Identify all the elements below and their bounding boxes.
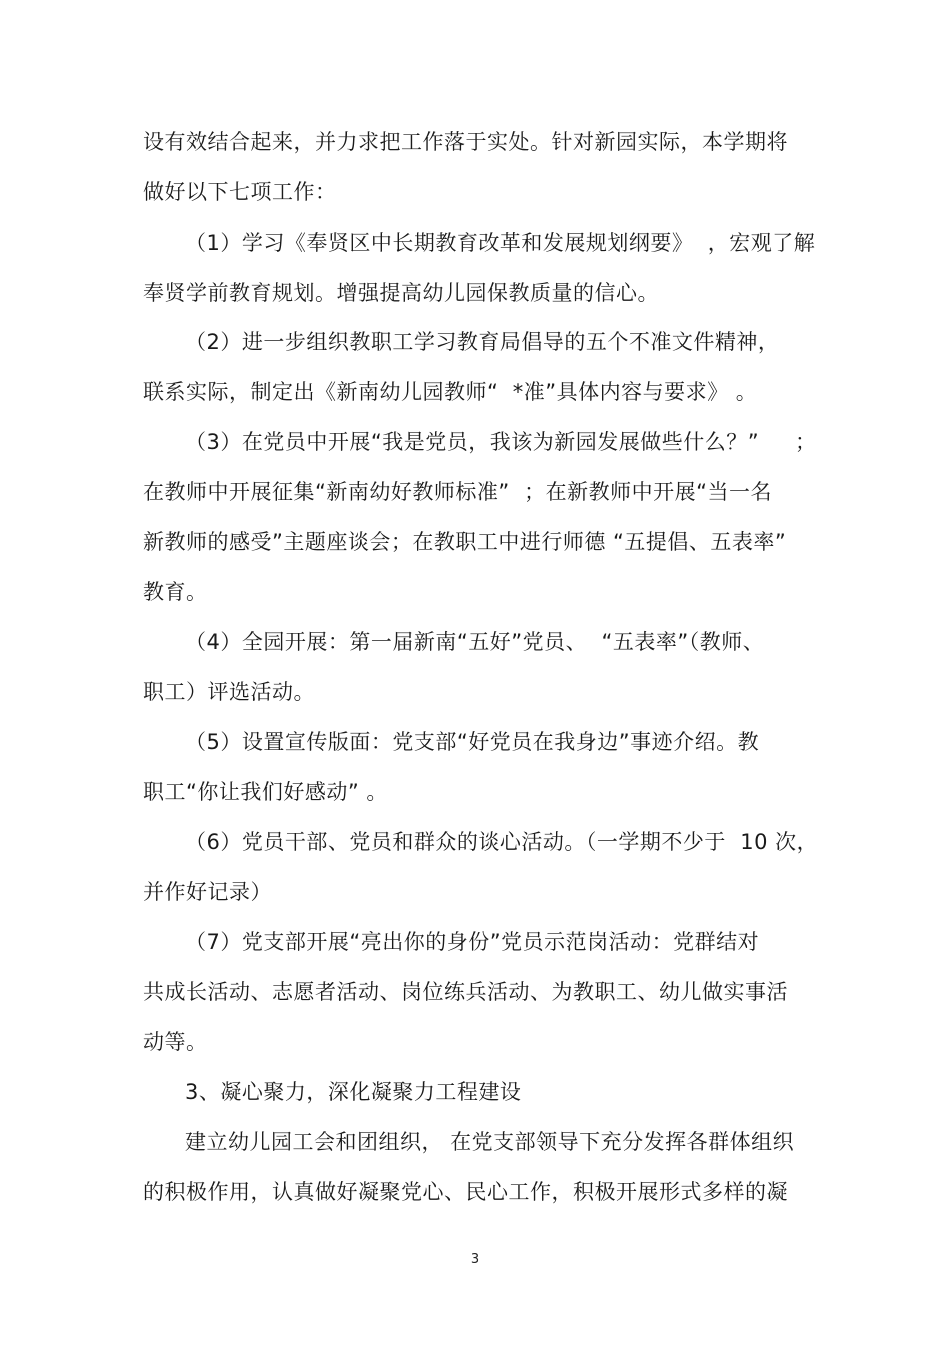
section-heading: 3、凝心聚力，深化凝聚力工程建设 [185, 1080, 522, 1104]
text-line: 奉贤学前教育规划。增强提高幼儿园保教质量的信心。 [143, 281, 659, 305]
text-line: 新教师的感受”主题座谈会；在教职工中进行师德 “五提倡、五表率” [143, 530, 787, 554]
text-line: 动等。 [143, 1030, 208, 1054]
text-line: 职工）评选活动。 [143, 680, 315, 704]
text-line: （7）党支部开展“亮出你的身份”党员示范岗活动：党群结对 [185, 930, 760, 954]
text-line: 联系实际，制定出《新南幼儿园教师“ *准”具体内容与要求》 。 [143, 380, 758, 404]
text-line: 的积极作用，认真做好凝聚党心、民心工作，积极开展形式多样的凝 [143, 1180, 788, 1204]
text-line: （1）学习《奉贤区中长期教育改革和发展规划纲要》 ，宏观了解 [185, 231, 816, 255]
text-line: （2）进一步组织教职工学习教育局倡导的五个不准文件精神， [185, 330, 780, 354]
text-line: 并作好记录） [143, 880, 272, 904]
page-number: 3 [470, 1252, 480, 1267]
text-line: 设有效结合起来，并力求把工作落于实处。针对新园实际，本学期将 [143, 130, 788, 154]
text-line: （3）在党员中开展“我是党员，我该为新园发展做些什么？” ； [185, 430, 817, 454]
text-line: 教育。 [143, 580, 208, 604]
text-line: 建立幼儿园工会和团组织， 在党支部领导下充分发挥各群体组织 [185, 1130, 795, 1154]
text-line: 在教师中开展征集“新南幼好教师标准” ；在新教师中开展“当一名 [143, 480, 772, 504]
text-line: 职工“你让我们好感动” 。 [143, 780, 388, 804]
text-line: （5）设置宣传版面：党支部“好党员在我身边”事迹介绍。教 [185, 730, 760, 754]
text-line: 共成长活动、志愿者活动、岗位练兵活动、为教职工、幼儿做实事活 [143, 980, 788, 1004]
text-line: （6）党员干部、党员和群众的谈心活动。（一学期不少于 10 次， [185, 830, 819, 854]
text-line: （4）全园开展：第一届新南“五好”党员、 “五表率”（教师、 [185, 630, 765, 654]
text-line: 做好以下七项工作： [143, 180, 337, 204]
